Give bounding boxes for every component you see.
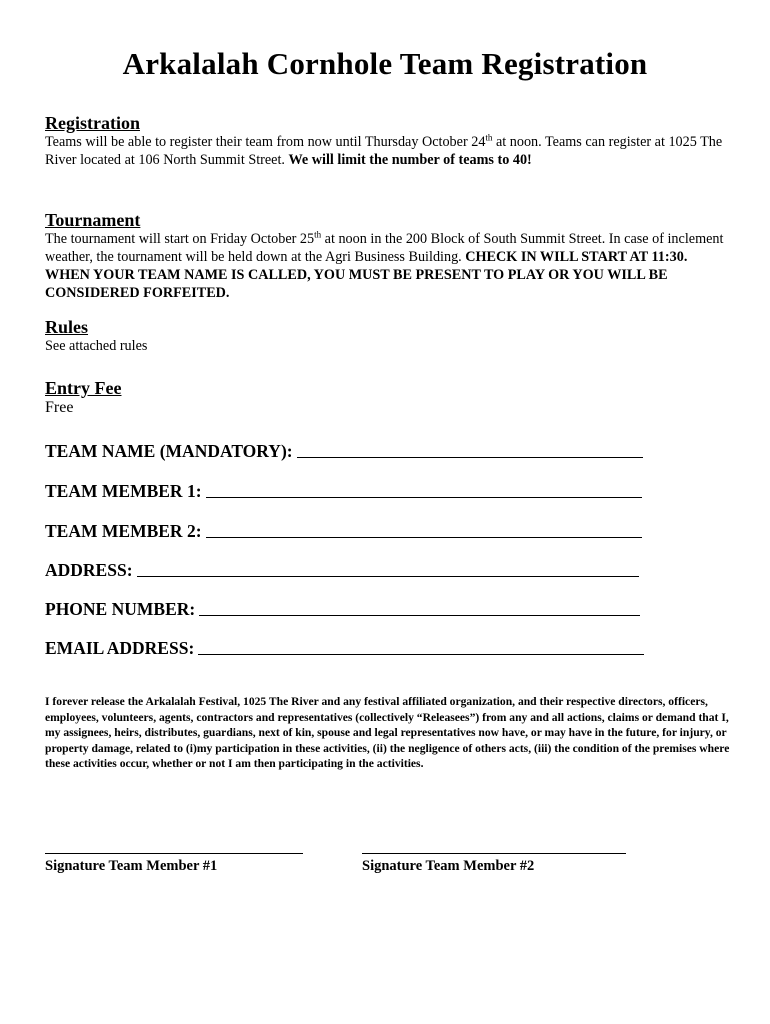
tournament-text-1: The tournament will start on Friday October 25 xyxy=(45,231,315,247)
entry-fee-heading: Entry Fee xyxy=(45,378,122,398)
registration-paragraph xyxy=(45,133,725,169)
entry-fee-value: Free xyxy=(45,399,74,416)
release-waiver-text: I forever release the Arkalalah Festival, 1025 The River and any festival affiliated organization, and their respective directors, officers, employees, volunteers, agents, contractors and representatives (collectively “Releasees”) from any and all actions, claims or demand that I, my assignees, heirs, distributes, guardians, next of kin, spouse and legal representatives now have, or may have in the future, for injury, or property damage, related to (i)my participation in these activities, (ii) the negligence of others acts, (iii) the condition of the premises where these activities occur, whether or not I am then participating in the activities. xyxy=(45,695,730,770)
rules-heading: Rules xyxy=(45,317,89,337)
team-member-1-field xyxy=(45,480,642,502)
registration-sup: th xyxy=(485,132,493,143)
tournament-section xyxy=(45,210,725,302)
page-title: Arkalalah Cornhole Team Registration xyxy=(122,46,648,81)
registration-heading: Registration xyxy=(45,113,140,133)
address-input-line[interactable] xyxy=(137,562,639,577)
tournament-checkin-notice: CHECK IN WILL START AT 11:30. WHEN YOUR TEAM NAME IS CALLED, YOU MUST BE PRESENT TO PLAY OR YOU WILL BE CONSIDERED FORFEITED. xyxy=(45,249,688,301)
email-label: EMAIL ADDRESS: xyxy=(45,638,195,658)
team-member-1-label: TEAM MEMBER 1: xyxy=(45,481,202,501)
signature-label-member-2: Signature Team Member #2 xyxy=(362,858,535,874)
email-input-line[interactable] xyxy=(198,640,644,655)
signature-line-member-2[interactable] xyxy=(362,853,626,854)
rules-text: See attached rules xyxy=(45,338,148,354)
entry-fee-section xyxy=(45,378,725,418)
signature-label-member-1: Signature Team Member #1 xyxy=(45,858,218,874)
registration-text-1: Teams will be able to register their team from now until Thursday October 24 xyxy=(45,134,486,150)
team-name-input-line[interactable] xyxy=(297,443,643,458)
team-member-2-label: TEAM MEMBER 2: xyxy=(45,521,202,541)
tournament-text-2: at noon in the 200 Block of South Summit Street. In case of inclement weather, the tournament will be held down at the Agri Business Building. xyxy=(45,231,724,265)
phone-input-line[interactable] xyxy=(199,601,640,616)
address-field xyxy=(45,559,639,581)
team-name-label: TEAM NAME (MANDATORY): xyxy=(45,441,293,461)
team-name-field xyxy=(45,440,643,462)
signature-line-member-1[interactable] xyxy=(45,853,303,854)
registration-limit-notice: We will limit the number of teams to 40! xyxy=(288,152,532,168)
rules-section xyxy=(45,317,725,355)
email-field xyxy=(45,637,644,659)
phone-label: PHONE NUMBER: xyxy=(45,599,196,619)
phone-field xyxy=(45,598,640,620)
team-member-2-input-line[interactable] xyxy=(206,523,642,538)
tournament-paragraph xyxy=(45,230,725,302)
tournament-heading: Tournament xyxy=(45,210,141,230)
address-label: ADDRESS: xyxy=(45,560,133,580)
tournament-sup: th xyxy=(314,229,322,240)
team-member-2-field xyxy=(45,520,642,542)
registration-section xyxy=(45,113,725,169)
registration-text-2: at noon. Teams can register at 1025 The River located at 106 North Summit Street. xyxy=(45,134,723,168)
team-member-1-input-line[interactable] xyxy=(206,483,642,498)
